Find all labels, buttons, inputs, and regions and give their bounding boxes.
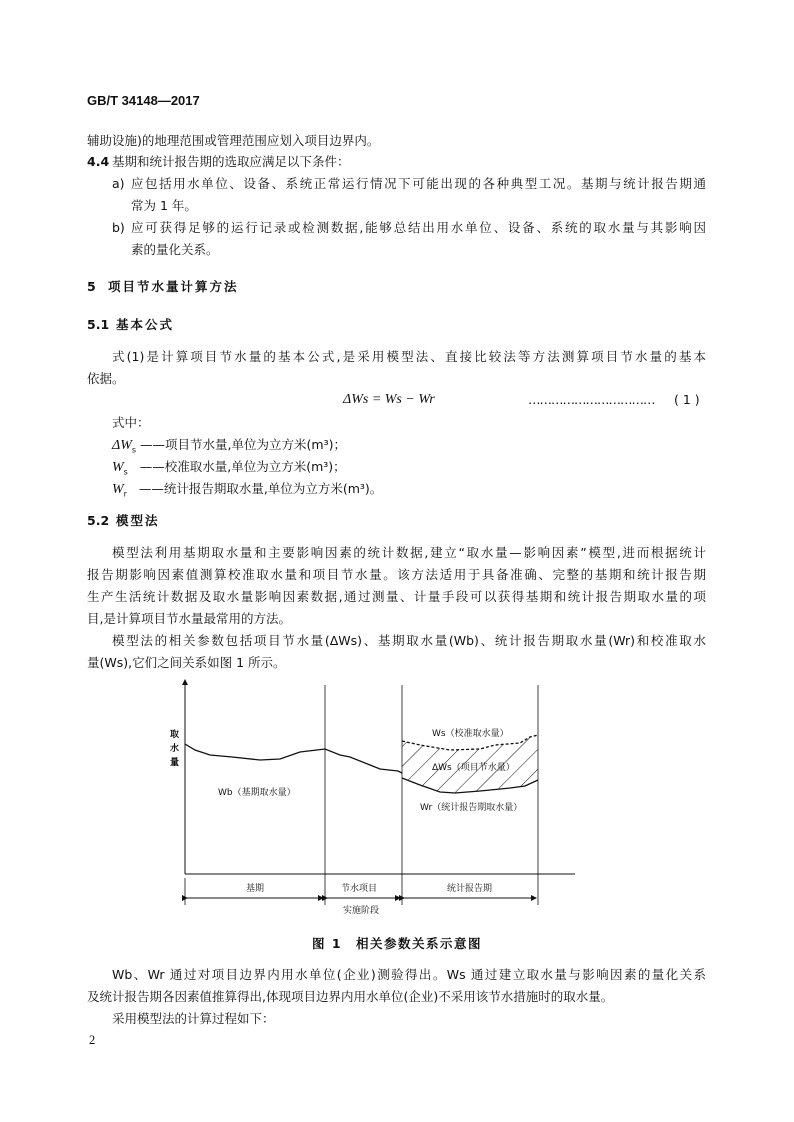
list-mark: b) [112,220,125,235]
paragraph: 模型法利用基期取水量和主要影响因素的统计数据,建立“取水量—影响因素”模型,进而根据统计 [112,545,706,560]
formula: ΔWs = Ws − Wr [343,392,435,407]
wb-label: Wb（基期取水量） [218,788,296,798]
list-item-text: 素的量化关系。 [131,242,219,257]
phase-impl-label-2: 实施阶段 [343,906,380,916]
list-item-text: 应包括用水单位、设备、系统正常运行情况下可能出现的各种典型工况。基期与统计报告期通 [131,176,706,191]
paragraph: 报告期影响因素值测算校准取水量和项目节水量。该方法适用于具备准确、完整的基期和统计报告期 [87,567,706,582]
list-item-text: 常为 1 年。 [131,198,197,213]
list-mark: a) [112,176,125,191]
ws-label: Ws（校准取水量） [432,729,509,739]
definition: $\Delta W_s$ ——项目节水量,单位为立方米(m³)； [112,437,346,455]
standard-header: GB/T 34148—2017 [87,93,200,108]
section-title: 项目节水量计算方法 [108,279,239,294]
paragraph: 量(Ws),它们之间关系如图 1 所示。 [87,655,286,670]
phase-base-label: 基期 [246,884,265,894]
paragraph: 依据。 [87,371,125,386]
definition: $W_r$ ——统计报告期取水量,单位为立方米(m³)。 [112,481,383,499]
where-label: 式中： [112,415,150,430]
clause-number: 4.4 [87,154,110,169]
phase-report-label: 统计报告期 [447,884,493,894]
list-item-text: 应可获得足够的运行记录或检测数据,能够总结出用水单位、设备、系统的取水量与其影响因 [131,220,706,235]
formula-dots: …………………………… [528,392,655,407]
section-number: 5.1 [87,317,110,332]
paragraph: 式(1)是计算项目节水量的基本公式,是采用模型法、直接比较法等方法测算项目节水量的基本 [112,349,706,364]
wb-curve [185,744,402,773]
paragraph: 模型法的相关参数包括项目节水量(ΔWs)、基期取水量(Wb)、统计报告期取水量(Wr)和校准取水 [112,633,706,648]
figure-caption: 图 1 相关参数关系示意图 [311,936,483,951]
section-number: 5 [87,279,96,294]
paragraph: 及统计报告期各因素值推算得出,体现项目边界内用水单位(企业)不采用该节水措施时的取水量。 [87,989,614,1004]
section-title: 模型法 [116,513,160,528]
section-title: 基本公式 [116,317,175,332]
delta-ws-label: ΔWs（项目节水量） [432,763,515,773]
paragraph: Wb、Wr 通过对项目边界内用水单位(企业)测验得出。Ws 通过建立取水量与影响因素的量化关系 [112,967,706,982]
paragraph: 目,是计算项目节水量最常用的方法。 [87,611,291,626]
phase-impl-label: 节水项目 [341,884,378,894]
section-number: 5.2 [87,513,110,528]
paragraph: 生产生活统计数据及取水量影响因素数据,通过测量、计量手段可以获得基期和统计报告期取水量的项 [87,589,706,604]
page-number: 2 [89,1033,96,1047]
definition: $W_s$ ——校准取水量,单位为立方米(m³)； [112,459,346,477]
y-axis-label: 取水量 [170,730,180,768]
wr-label: Wr（统计报告期取水量） [420,803,523,813]
paragraph: 辅助设施)的地理范围或管理范围应划入项目边界内。 [87,133,380,148]
clause-text: 基期和统计报告期的选取应满足以下条件： [112,154,350,169]
paragraph: 采用模型法的计算过程如下： [112,1011,275,1026]
formula-number: ( 1 ) [674,392,700,407]
